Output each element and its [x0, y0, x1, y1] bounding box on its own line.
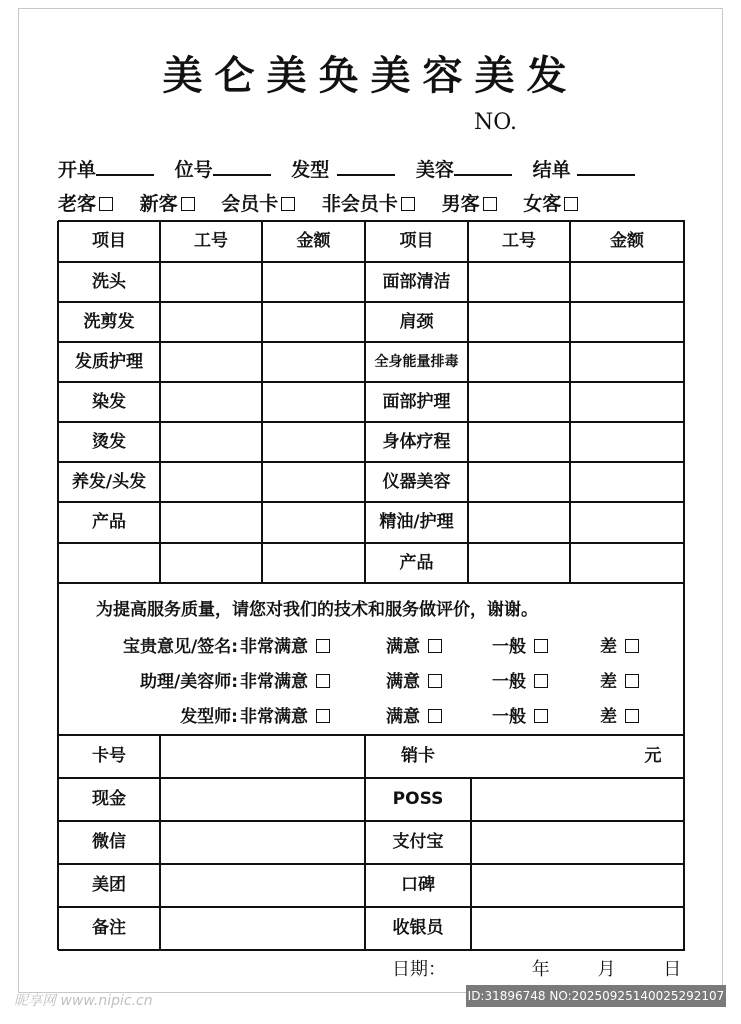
rating-label: 助理/美容师: — [139, 672, 238, 692]
checkbox[interactable] — [428, 639, 442, 653]
payment-label-left: 现金 — [92, 789, 126, 809]
rating-option[interactable]: 满意 — [386, 702, 442, 727]
service-item-right: 全身能量排毒 — [374, 354, 459, 370]
rating-label: 宝贵意见/签名: — [122, 637, 238, 657]
table-header: 工号 — [194, 231, 228, 251]
feedback-note: 为提高服务质量，请您对我们的技术和服务做评价，谢谢。 — [96, 600, 538, 620]
checkbox[interactable] — [181, 197, 195, 211]
payment-label-right: 口碑 — [401, 875, 435, 895]
service-item-left: 染发 — [92, 392, 126, 412]
table-header: 金额 — [610, 231, 644, 251]
service-item-left: 养发/头发 — [71, 472, 147, 492]
checkbox[interactable] — [316, 709, 330, 723]
table-header: 项目 — [92, 231, 126, 251]
checkbox[interactable] — [625, 674, 639, 688]
payment-label-right: 收银员 — [392, 918, 444, 938]
rating-option[interactable]: 差 — [600, 632, 639, 657]
checkbox[interactable] — [401, 197, 415, 211]
table-header: 项目 — [399, 231, 434, 251]
checkbox[interactable] — [99, 197, 113, 211]
field-beauty: 美容 — [416, 155, 512, 182]
grid-line — [261, 221, 263, 583]
payment-label-left: 微信 — [92, 832, 126, 852]
service-item-left: 烫发 — [92, 432, 126, 452]
service-item-right: 身体疗程 — [382, 432, 451, 452]
date-line: 日期： 年 月 日 — [392, 959, 682, 980]
checkbox[interactable] — [534, 709, 548, 723]
rating-option[interactable]: 非常满意 — [240, 667, 330, 692]
checkbox[interactable] — [428, 674, 442, 688]
checkbox[interactable] — [316, 674, 330, 688]
payment-label-right: 销卡 — [401, 746, 435, 766]
order-fields-line — [58, 155, 635, 182]
type-member: 会员卡 — [221, 193, 295, 215]
payment-label-left: 卡号 — [92, 746, 126, 766]
table-header: 金额 — [296, 231, 331, 251]
rating-option[interactable]: 差 — [600, 702, 639, 727]
checkbox[interactable] — [483, 197, 497, 211]
type-male: 男客 — [442, 193, 497, 215]
rating-option[interactable]: 一般 — [492, 632, 548, 657]
rating-option[interactable]: 非常满意 — [240, 702, 330, 727]
payment-label-right: POSS — [392, 789, 444, 809]
watermark-right: ID:31896748 NO:20250925140025292107 — [466, 985, 726, 1007]
table-header: 工号 — [502, 231, 536, 251]
service-item-left: 洗头 — [92, 272, 126, 292]
service-item-right: 面部护理 — [382, 392, 451, 412]
service-item-left: 产品 — [92, 512, 126, 532]
rating-option[interactable]: 非常满意 — [240, 632, 330, 657]
payment-label-left: 美团 — [92, 875, 126, 895]
grid-line — [683, 221, 685, 583]
field-open: 开单 — [58, 155, 154, 182]
type-non-member: 非会员卡 — [322, 193, 415, 215]
rating-option[interactable]: 满意 — [386, 632, 442, 657]
form-number-label: NO. — [474, 110, 517, 135]
checkbox[interactable] — [316, 639, 330, 653]
rating-option[interactable]: 满意 — [386, 667, 442, 692]
rating-label: 发型师: — [180, 707, 238, 727]
checkbox[interactable] — [625, 709, 639, 723]
customer-type-line — [58, 189, 578, 216]
payment-label-left: 备注 — [92, 918, 126, 938]
watermark-left: 昵享网 www.nipic.cn — [14, 993, 153, 1009]
grid-line — [57, 583, 59, 735]
field-settle: 结单 — [533, 155, 635, 182]
type-female: 女客 — [523, 193, 578, 215]
service-item-right: 精油/护理 — [379, 512, 454, 532]
service-item-right: 仪器美容 — [382, 472, 451, 492]
service-item-right: 面部清洁 — [382, 272, 451, 292]
checkbox[interactable] — [281, 197, 295, 211]
checkbox[interactable] — [534, 674, 548, 688]
payment-label-right: 支付宝 — [392, 832, 444, 852]
checkbox[interactable] — [428, 709, 442, 723]
grid-line — [683, 583, 685, 735]
currency-unit: 元 — [644, 746, 662, 766]
checkbox[interactable] — [534, 639, 548, 653]
checkbox[interactable] — [625, 639, 639, 653]
rating-option[interactable]: 一般 — [492, 667, 548, 692]
field-hairstyle: 发型 — [291, 155, 395, 182]
grid-line — [683, 735, 685, 950]
grid-line — [569, 221, 571, 583]
service-item-left: 洗剪发 — [83, 312, 135, 332]
checkbox[interactable] — [564, 197, 578, 211]
service-item-right: 肩颈 — [399, 312, 434, 332]
salon-title: 美仑美奂美容美发 — [162, 52, 579, 99]
rating-option[interactable]: 一般 — [492, 702, 548, 727]
service-item-right: 产品 — [399, 553, 434, 573]
service-item-left: 发质护理 — [75, 352, 143, 372]
type-old-customer: 老客 — [58, 193, 113, 215]
field-seat: 位号 — [175, 155, 271, 182]
type-new-customer: 新客 — [140, 193, 195, 215]
rating-option[interactable]: 差 — [600, 667, 639, 692]
